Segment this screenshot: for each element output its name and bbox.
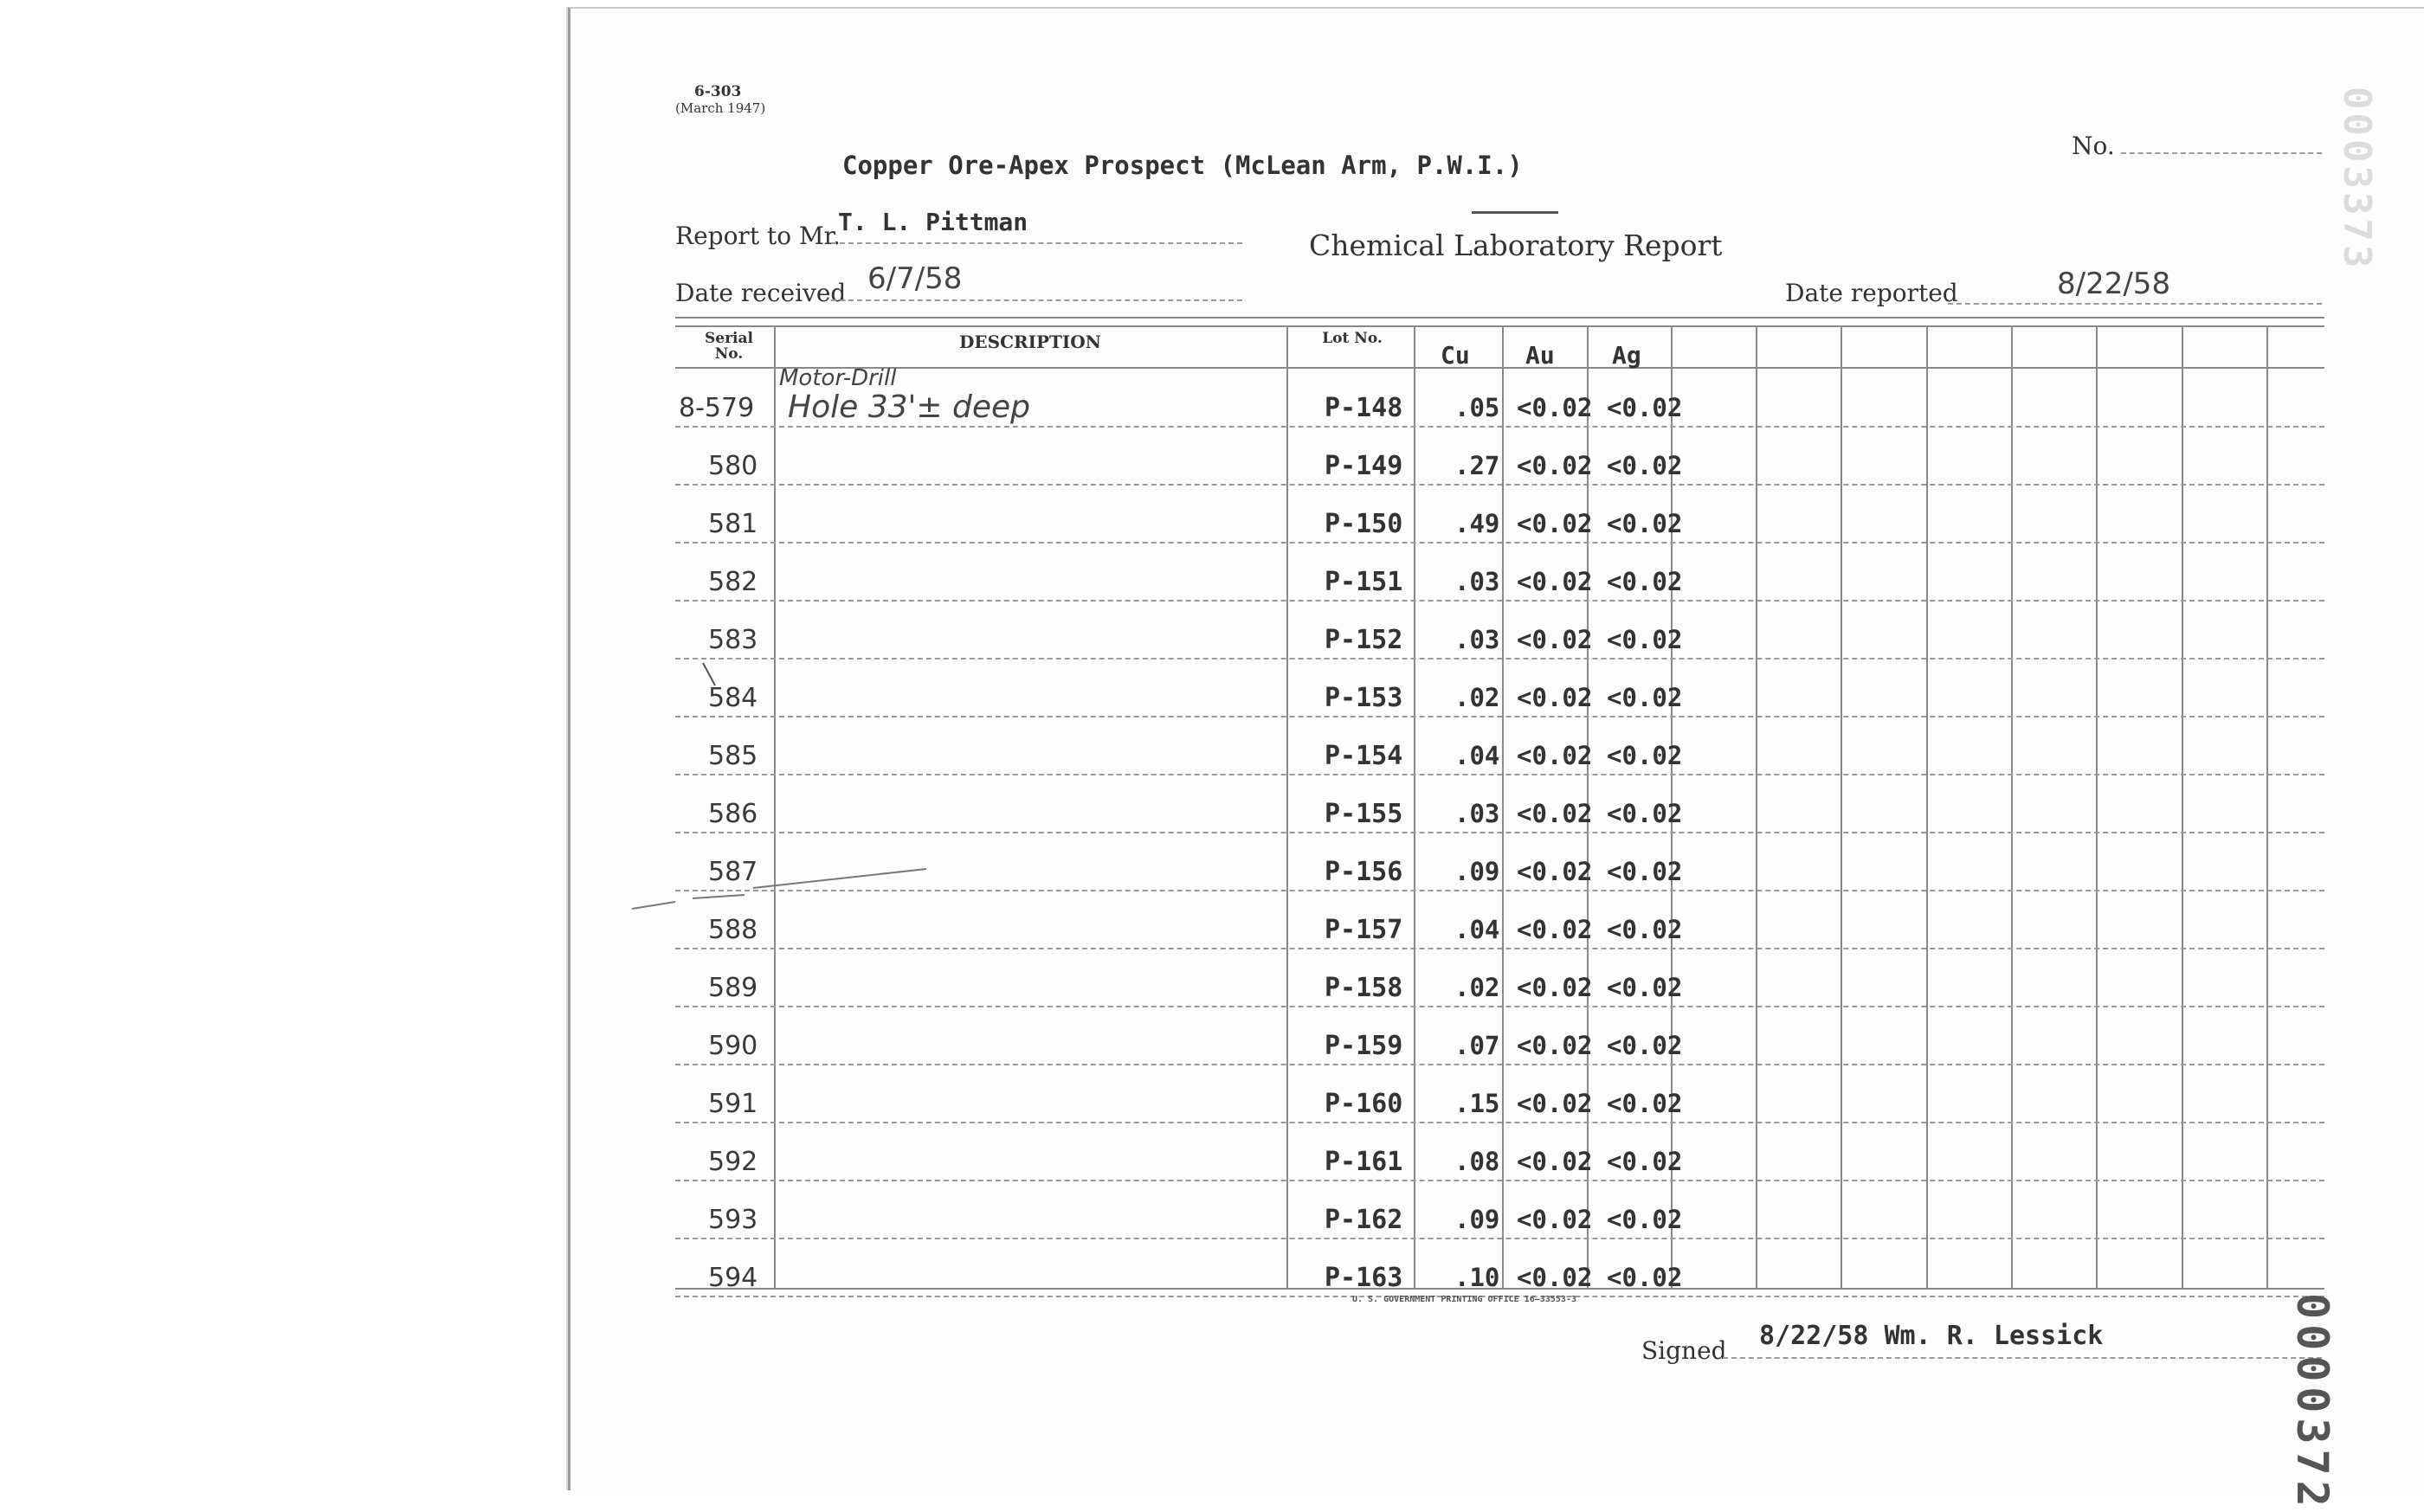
row-rule — [675, 832, 2324, 833]
col-divider — [2182, 325, 2183, 1288]
table-top-rule-2 — [675, 325, 2324, 327]
date-received-label: Date received — [675, 279, 847, 307]
report-to-value: T. L. Pittman — [838, 208, 1028, 236]
row-cu-value: .04 — [1454, 741, 1500, 770]
row-lot-no: P-156 — [1325, 857, 1403, 887]
check-mark — [699, 659, 734, 694]
row-au-value: <0.02 — [1517, 1031, 1593, 1060]
row-ag-value: <0.02 — [1607, 509, 1683, 538]
date-reported-label: Date reported — [1785, 279, 1958, 307]
row-au-value: <0.02 — [1517, 1263, 1593, 1292]
row-rule — [675, 1064, 2324, 1065]
col-divider — [1414, 325, 1415, 1288]
row-cu-value: .27 — [1454, 451, 1500, 480]
row-serial-no: 581 — [708, 509, 758, 539]
col-divider — [774, 325, 776, 1288]
date-reported-underline — [1948, 303, 2322, 305]
row-ag-value: <0.02 — [1607, 1031, 1683, 1060]
row-serial-no: 586 — [708, 799, 758, 829]
row-serial-no: 584 — [708, 683, 758, 713]
row-cu-value: .07 — [1454, 1031, 1500, 1060]
row-au-value: <0.02 — [1517, 567, 1593, 596]
signed-label: Signed — [1641, 1336, 1727, 1365]
project-title: Copper Ore-Apex Prospect (McLean Arm, P.W.I.) — [842, 151, 1523, 180]
row-au-value: <0.02 — [1517, 1089, 1593, 1118]
row-au-value: <0.02 — [1517, 857, 1593, 886]
row-lot-no: P-148 — [1325, 393, 1403, 423]
row-rule — [675, 1122, 2324, 1123]
row-lot-no: P-152 — [1325, 625, 1403, 655]
row-cu-value: .08 — [1454, 1147, 1500, 1176]
header-ag: Ag — [1612, 341, 1641, 370]
row-ag-value: <0.02 — [1607, 1147, 1683, 1176]
table-bottom-rule — [675, 1288, 2324, 1290]
row-ag-value: <0.02 — [1607, 683, 1683, 712]
row-serial-no: 582 — [708, 567, 758, 597]
description-line-1: Motor-Drill — [779, 365, 897, 391]
row-ag-value: <0.02 — [1607, 973, 1683, 1002]
table-top-rule — [675, 317, 2324, 318]
row-rule — [675, 1238, 2324, 1239]
row-lot-no: P-149 — [1325, 451, 1403, 481]
row-cu-value: .09 — [1454, 857, 1500, 886]
row-serial-no: 588 — [708, 915, 758, 945]
row-cu-value: .02 — [1454, 973, 1500, 1002]
row-ag-value: <0.02 — [1607, 799, 1683, 828]
row-cu-value: .09 — [1454, 1205, 1500, 1234]
row-lot-no: P-155 — [1325, 799, 1403, 829]
row-serial-no: 580 — [708, 451, 758, 481]
row-serial-no: 593 — [708, 1205, 758, 1235]
col-divider — [1841, 325, 1842, 1288]
row-rule — [675, 948, 2324, 949]
header-serial: Serial No. — [705, 330, 753, 363]
no-underline — [2121, 152, 2322, 154]
no-label: No. — [2072, 132, 2115, 160]
row-ag-value: <0.02 — [1607, 915, 1683, 944]
row-ag-value: <0.02 — [1607, 393, 1683, 422]
row-cu-value: .03 — [1454, 625, 1500, 654]
report-heading: Chemical Laboratory Report — [1309, 228, 1723, 262]
date-reported-value: 8/22/58 — [2057, 267, 2171, 301]
row-lot-no: P-159 — [1325, 1031, 1403, 1061]
row-lot-no: P-151 — [1325, 567, 1403, 597]
row-serial-no: 589 — [708, 973, 758, 1003]
heading-rule — [1472, 211, 1558, 214]
col-divider — [1502, 325, 1504, 1288]
row-au-value: <0.02 — [1517, 915, 1593, 944]
row-ag-value: <0.02 — [1607, 1205, 1683, 1234]
description-line-2: Hole 33'± deep — [788, 389, 1031, 425]
row-rule — [675, 658, 2324, 659]
row-lot-no: P-153 — [1325, 683, 1403, 713]
row-rule — [675, 716, 2324, 717]
table-header-rule — [675, 367, 2324, 369]
row-ag-value: <0.02 — [1607, 1263, 1683, 1292]
date-received-value: 6/7/58 — [867, 261, 963, 296]
row-ag-value: <0.02 — [1607, 567, 1683, 596]
row-cu-value: .04 — [1454, 915, 1500, 944]
row-lot-no: P-150 — [1325, 509, 1403, 539]
row-au-value: <0.02 — [1517, 741, 1593, 770]
form-number: 6-303 — [694, 83, 742, 100]
row-lot-no: P-160 — [1325, 1089, 1403, 1119]
row-ag-value: <0.02 — [1607, 1089, 1683, 1118]
row-lot-no: P-157 — [1325, 915, 1403, 945]
row-serial-no: 592 — [708, 1147, 758, 1177]
row-lot-no: P-161 — [1325, 1147, 1403, 1177]
col-divider — [1756, 325, 1757, 1288]
row-serial-no: 594 — [708, 1263, 758, 1293]
report-to-label: Report to Mr. — [675, 222, 841, 250]
row-ag-value: <0.02 — [1607, 451, 1683, 480]
row-serial-no: 591 — [708, 1089, 758, 1119]
form-date: (March 1947) — [675, 100, 766, 116]
col-divider — [2266, 325, 2268, 1288]
row-rule — [675, 774, 2324, 775]
col-divider — [1286, 325, 1288, 1288]
row-au-value: <0.02 — [1517, 625, 1593, 654]
row-rule — [675, 1180, 2324, 1181]
row-ag-value: <0.02 — [1607, 857, 1683, 886]
row-lot-no: P-162 — [1325, 1205, 1403, 1235]
row-lot-no: P-163 — [1325, 1263, 1403, 1293]
row-rule — [675, 600, 2324, 602]
row-cu-value: .02 — [1454, 683, 1500, 712]
row-rule — [675, 484, 2324, 486]
row-cu-value: .03 — [1454, 567, 1500, 596]
printer-note: U. S. GOVERNMENT PRINTING OFFICE 16—33553-3 — [1352, 1295, 1576, 1304]
col-divider — [2096, 325, 2098, 1288]
date-received-underline — [831, 299, 1242, 301]
row-cu-value: .49 — [1454, 509, 1500, 538]
side-stamp-faint: 0003373 — [2335, 87, 2379, 272]
row-serial-no: 585 — [708, 741, 758, 771]
row-au-value: <0.02 — [1517, 393, 1593, 422]
signed-underline — [1723, 1357, 2322, 1359]
row-au-value: <0.02 — [1517, 1205, 1593, 1234]
row-serial-no: 590 — [708, 1031, 758, 1061]
row-au-value: <0.02 — [1517, 683, 1593, 712]
row-serial-no: 8-579 — [679, 393, 755, 423]
row-au-value: <0.02 — [1517, 799, 1593, 828]
row-cu-value: .15 — [1454, 1089, 1500, 1118]
row-serial-no: 587 — [708, 857, 758, 887]
signed-value: 8/22/58 Wm. R. Lessick — [1759, 1321, 2104, 1351]
row-au-value: <0.02 — [1517, 509, 1593, 538]
header-lot: Lot No. — [1322, 330, 1383, 347]
row-ag-value: <0.02 — [1607, 741, 1683, 770]
row-cu-value: .10 — [1454, 1263, 1500, 1292]
side-stamp-number: 0000372 — [2287, 1293, 2337, 1512]
row-au-value: <0.02 — [1517, 451, 1593, 480]
row-rule — [675, 426, 2324, 428]
col-divider — [2011, 325, 2013, 1288]
row-ag-value: <0.02 — [1607, 625, 1683, 654]
row-rule — [675, 1006, 2324, 1007]
report-to-underline — [831, 242, 1242, 244]
stray-pencil-mark — [623, 857, 935, 926]
header-cu: Cu — [1441, 341, 1470, 370]
row-serial-no: 583 — [708, 625, 758, 655]
header-au: Au — [1525, 341, 1555, 370]
row-cu-value: .03 — [1454, 799, 1500, 828]
row-rule — [675, 542, 2324, 544]
row-au-value: <0.02 — [1517, 973, 1593, 1002]
row-cu-value: .05 — [1454, 393, 1500, 422]
col-divider — [1926, 325, 1928, 1288]
row-au-value: <0.02 — [1517, 1147, 1593, 1176]
row-lot-no: P-158 — [1325, 973, 1403, 1003]
row-lot-no: P-154 — [1325, 741, 1403, 771]
header-description: DESCRIPTION — [959, 331, 1101, 352]
